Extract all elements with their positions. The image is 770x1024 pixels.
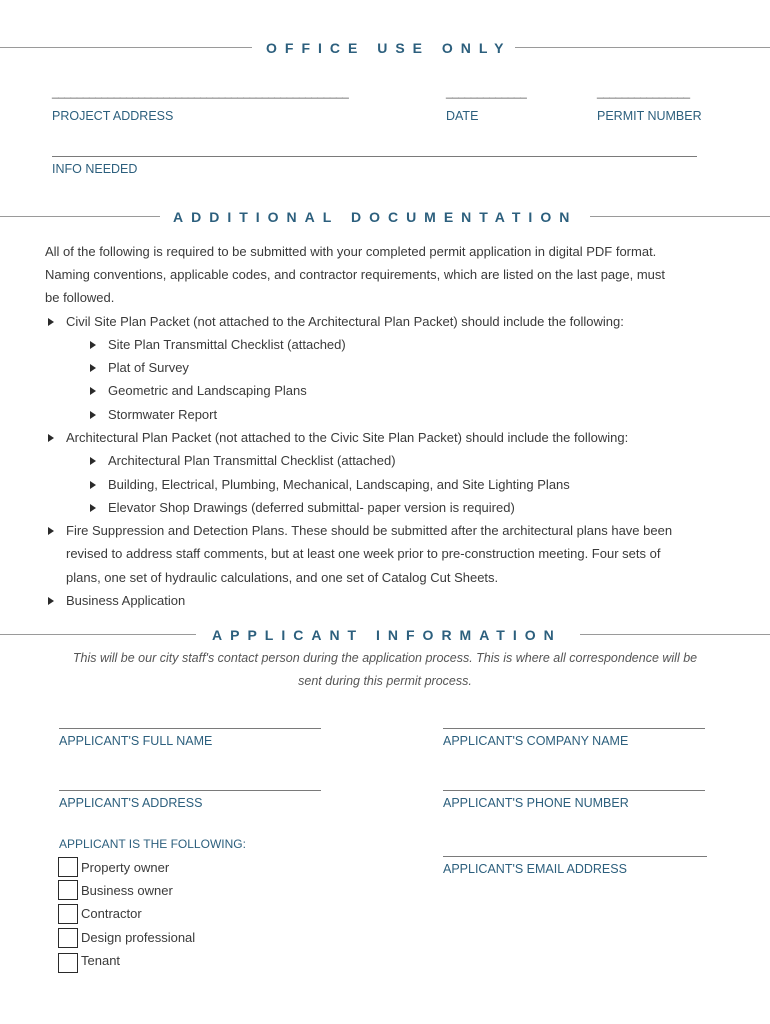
applicant-rule-right xyxy=(580,634,770,635)
full-name-field[interactable] xyxy=(59,728,321,729)
phone-number-label: APPLICANT'S PHONE NUMBER xyxy=(443,796,629,810)
role-heading: APPLICANT IS THE FOLLOWING: xyxy=(59,837,246,851)
item-fire-line-1: Fire Suppression and Detection Plans. These should be submitted after the architectural plans have been xyxy=(66,523,673,538)
phone-number-field[interactable] xyxy=(443,790,705,791)
permit-number-label: PERMIT NUMBER xyxy=(597,109,702,123)
project-address-label: PROJECT ADDRESS xyxy=(52,109,174,123)
civil-sub-item: Geometric and Landscaping Plans xyxy=(108,383,307,398)
item-business: Business Application xyxy=(66,593,186,608)
company-name-field[interactable] xyxy=(443,728,705,729)
full-name-label: APPLICANT'S FULL NAME xyxy=(59,734,213,748)
info-needed-line[interactable] xyxy=(52,156,697,157)
checkbox-property-owner[interactable] xyxy=(58,857,78,877)
role-label: Business owner xyxy=(81,883,173,898)
docs-intro-line-2: Naming conventions, applicable codes, and contractor requirements, which are listed on the last page, must xyxy=(45,267,666,282)
item-fire-line-3: plans, one set of hydraulic calculations, and one set of Catalog Cut Sheets. xyxy=(66,570,499,585)
date-label: DATE xyxy=(446,109,479,123)
date-line[interactable]: _____________ xyxy=(446,85,527,99)
company-name-label: APPLICANT'S COMPANY NAME xyxy=(443,734,629,748)
applicant-rule-left xyxy=(0,634,196,635)
checkbox-business-owner[interactable] xyxy=(58,880,78,900)
triangle-right-icon xyxy=(90,364,96,372)
item-architectural: Architectural Plan Packet (not attached to the Civic Site Plan Packet) should include the following: xyxy=(66,430,629,445)
triangle-right-icon xyxy=(90,481,96,489)
role-label: Tenant xyxy=(81,953,121,968)
role-label: Design professional xyxy=(81,930,196,945)
project-address-line[interactable]: ________________________________________________ xyxy=(52,85,349,99)
email-address-field[interactable] xyxy=(443,856,707,857)
checkbox-contractor[interactable] xyxy=(58,904,78,924)
civil-sub-item: Site Plan Transmittal Checklist (attached) xyxy=(108,337,346,352)
office-rule-left xyxy=(0,47,252,48)
triangle-right-icon xyxy=(90,411,96,419)
docs-intro-line-3: be followed. xyxy=(45,290,115,305)
docs-rule-right xyxy=(590,216,770,217)
civil-sub-item: Plat of Survey xyxy=(108,360,189,375)
checkbox-tenant[interactable] xyxy=(58,953,78,973)
triangle-right-icon xyxy=(48,527,54,535)
item-civil: Civil Site Plan Packet (not attached to the Architectural Plan Packet) should include the following: xyxy=(66,314,624,329)
triangle-right-icon xyxy=(48,434,54,442)
docs-intro-line-1: All of the following is required to be submitted with your completed permit application in digital PDF format. xyxy=(45,244,657,259)
checkbox-design-professional[interactable] xyxy=(58,928,78,948)
item-fire-line-2: revised to address staff comments, but at least one week prior to pre-construction meeting. Four sets of xyxy=(66,546,661,561)
role-label: Contractor xyxy=(81,906,142,921)
triangle-right-icon xyxy=(48,318,54,326)
arch-sub-item: Architectural Plan Transmittal Checklist (attached) xyxy=(108,453,396,468)
triangle-right-icon xyxy=(90,341,96,349)
docs-rule-left xyxy=(0,216,160,217)
triangle-right-icon xyxy=(90,457,96,465)
docs-heading: ADDITIONAL DOCUMENTATION xyxy=(173,209,578,225)
role-label: Property owner xyxy=(81,860,170,875)
address-label: APPLICANT'S ADDRESS xyxy=(59,796,203,810)
arch-sub-item: Building, Electrical, Plumbing, Mechanical, Landscaping, and Site Lighting Plans xyxy=(108,477,570,492)
applicant-note-line-2: sent during this permit process. xyxy=(298,674,472,688)
triangle-right-icon xyxy=(90,387,96,395)
info-needed-label: INFO NEEDED xyxy=(52,162,138,176)
applicant-note-line-1: This will be our city staff's contact person during the application process. This is where all correspondence will be xyxy=(72,651,698,665)
arch-sub-item: Elevator Shop Drawings (deferred submittal- paper version is required) xyxy=(108,500,515,515)
triangle-right-icon xyxy=(90,504,96,512)
triangle-right-icon xyxy=(48,597,54,605)
address-field[interactable] xyxy=(59,790,321,791)
office-heading: OFFICE USE ONLY xyxy=(266,40,512,56)
permit-number-line[interactable]: _______________ xyxy=(597,85,690,99)
email-address-label: APPLICANT'S EMAIL ADDRESS xyxy=(443,862,627,876)
office-rule-right xyxy=(515,47,770,48)
applicant-heading: APPLICANT INFORMATION xyxy=(212,627,562,643)
civil-sub-item: Stormwater Report xyxy=(108,407,218,422)
